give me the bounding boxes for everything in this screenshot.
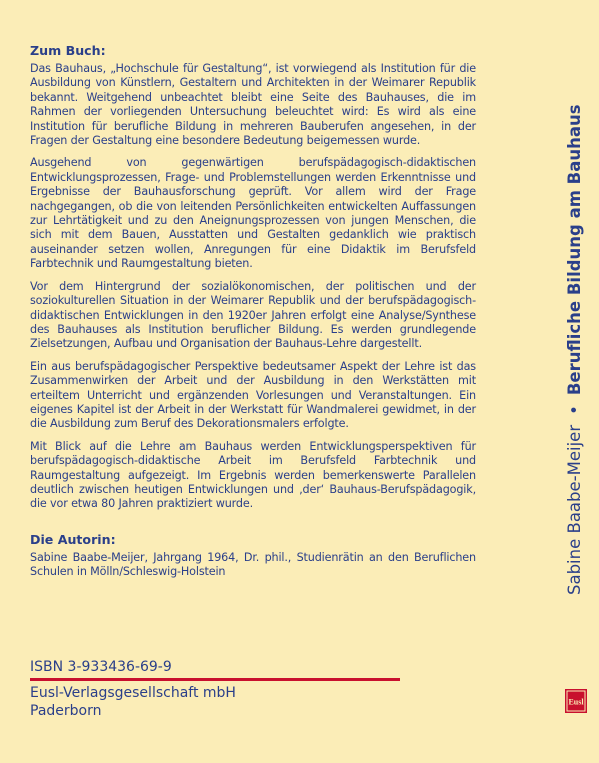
red-divider-rule	[30, 678, 400, 681]
description-paragraph-2: Ausgehend von gegenwärtigen berufspädagogisch-didaktischen Entwicklungsprozessen, Frage- und Problemstellungen werden Erkenntnisse und Ergebnisse der Bauhausforschung geprüft. Vor allem wird der Frage nachgegangen, ob die von leitenden Persönlichkeiten entwickelten Auffassungen zur Lehrtätigkeit und zu den Aneignungsprozessen von jungen Menschen, die sich mit dem Bauen, Ausstatten und Gestalten gedanklich wie praktisch auseinander setzen wollen, Anregungen für eine Didaktik im Berufsfeld Farbtechnik und Raumgestaltung bieten.	[30, 156, 476, 271]
description-paragraph-5: Mit Blick auf die Lehre am Bauhaus werden Entwicklungsperspektiven für berufspädagogisch-didaktische Arbeit im Berufsfeld Farbtechnik und Raumgestaltung aufgezeigt. Im Ergebnis werden bemerkenswerte Parallelen deutlich zwischen heutigen Entwicklungen und ‚der‘ Bauhaus-Berufspädagogik, die vor etwa 80 Jahren praktiziert wurde.	[30, 439, 476, 511]
back-cover-text	[30, 43, 476, 588]
description-paragraph-1: Das Bauhaus, „Hochschule für Gestaltung“, ist vorwiegend als Institution für die Ausbildung von Künstlern, Gestaltern und Architekten in der Weimarer Republik bekannt. Weitgehend unbeachtet bleibt eine Seite des Bauhauses, die im Rahmen der vorliegenden Untersuchung beleuchtet wird: Es wird als eine Institution für berufliche Bildung in mehreren Bauberufen angesehen, in der Fragen der Gestaltung eine besondere Bedeutung beigemessen wurde.	[30, 62, 476, 148]
publisher-block	[30, 684, 236, 720]
logo-text: Eusl	[568, 697, 584, 707]
spine-author: Sabine Baabe-Meijer	[565, 424, 584, 595]
description-paragraph-3: Vor dem Hintergrund der sozialökonomischen, der politischen und der soziokulturellen Situation in der Weimarer Republik und der berufspädagogisch-didaktischen Entwicklungen in den 1920er Jahren erfolgt eine Analyse/Synthese des Bauhauses als Institution beruflicher Bildung. Es werden grundlegende Zielsetzungen, Aufbau und Organisation der Bauhaus-Lehre dargestellt.	[30, 279, 476, 351]
publisher-logo-icon	[565, 689, 587, 713]
description-paragraph-4: Ein aus berufspädagogischer Perspektive bedeutsamer Aspekt der Lehre ist das Zusammenwirken der Arbeit und der Ausbildung in den Werkstätten mit erteiltem Unterricht und ergänzenden Vorlesungen und Veranstaltungen. Ein eigenes Kapitel ist der Arbeit in der Werkstatt für Wandmalerei gewidmet, in der die Ausbildung zum Beruf des Dekorationsmalers erfolgte.	[30, 359, 476, 431]
publisher-city: Paderborn	[30, 703, 102, 719]
publisher-name: Eusl-Verlagsgesellschaft mbH	[30, 685, 236, 701]
author-bio: Sabine Baabe-Meijer, Jahrgang 1964, Dr. phil., Studienrätin an den Beruflichen Schulen in Mölln/Schleswig-Holstein	[30, 550, 476, 579]
isbn-number: ISBN 3-933436-69-9	[30, 659, 172, 675]
spine-text	[565, 104, 584, 595]
zum-buch-heading: Zum Buch:	[30, 43, 106, 58]
autorin-heading: Die Autorin:	[30, 531, 116, 547]
spine-separator: •	[565, 405, 584, 415]
spine-title: Berufliche Bildung am Bauhaus	[565, 104, 584, 396]
